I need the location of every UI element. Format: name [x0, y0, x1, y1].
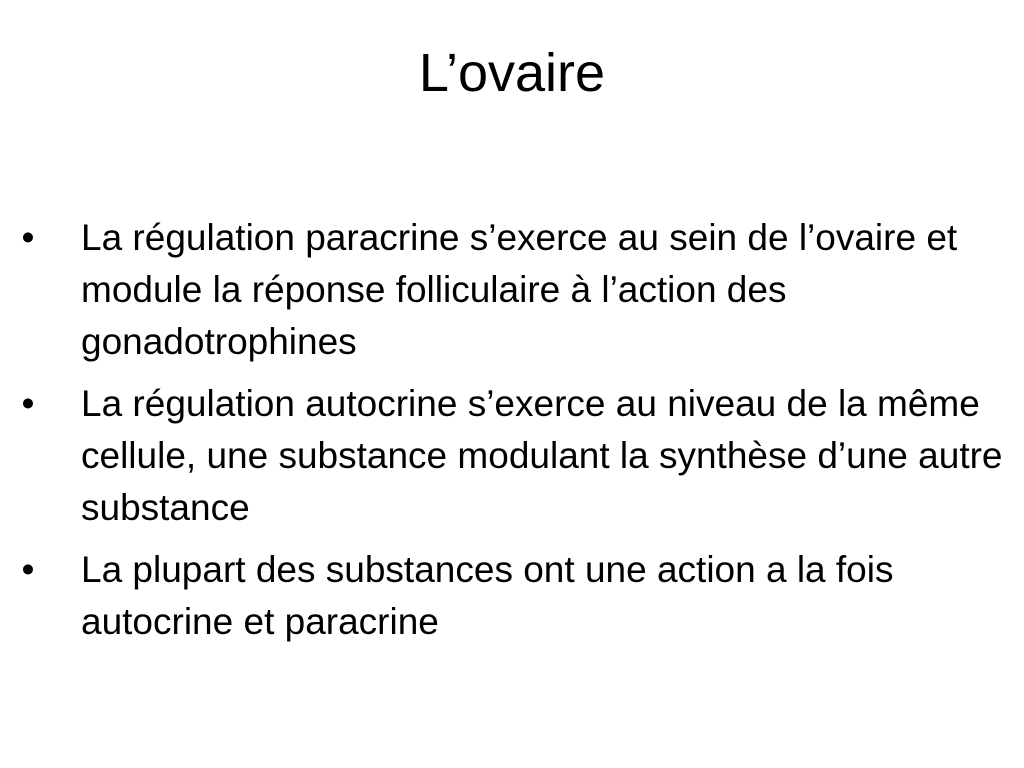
bullet-dot-icon: •	[21, 217, 35, 258]
bullet-text: La plupart des substances ont une action a la fois autocrine et paracrine	[81, 549, 894, 642]
bullet-text: La régulation paracrine s’exerce au sein de l’ovaire et module la réponse folliculaire à l’action des gonadotrophines	[81, 217, 958, 362]
bullet-item-2	[0, 378, 1024, 534]
bullet-list	[0, 212, 1024, 658]
slide-title: L’ovaire	[418, 43, 606, 103]
bullet-dot-icon: •	[21, 549, 35, 590]
bullet-item-3	[0, 544, 1024, 648]
bullet-text: La régulation autocrine s’exerce au niveau de la même cellule, une substance modulant la synthèse d’une autre substance	[81, 383, 1003, 528]
bullet-item-1	[0, 212, 1024, 368]
bullet-dot-icon: •	[21, 383, 35, 424]
